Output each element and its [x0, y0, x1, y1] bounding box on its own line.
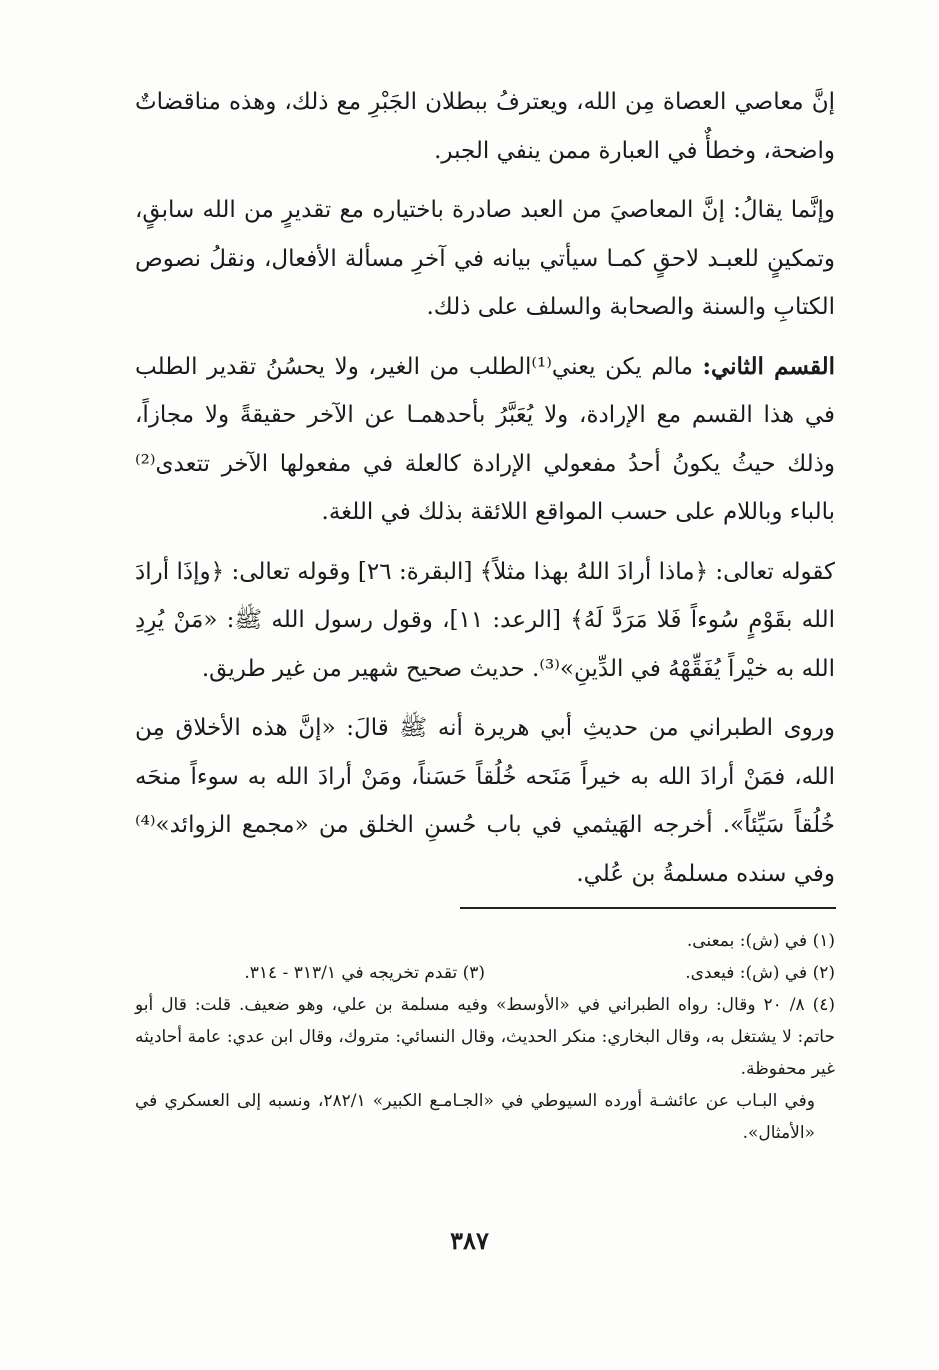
paragraph-text: وإنَّما يقالُ: إنَّ المعاصيَ من العبد صادرة باختياره مع تقديرٍ من الله سابقٍ، وتمكينٍ للعبـد لاحقٍ كمـا سيأتي بيانه في آخرِ مسألة الأفعال، ونقلُ نصوص الكتابِ والسنة والصحابة والسلف على ذلك. [135, 197, 835, 320]
paragraph-text: وروى الطبراني من حديثِ أبي هريرة أنه ﷺ قالَ: «إنَّ هذه الأخلاق مِن الله، فمَنْ أرادَ الله به خيراً مَنَحه خُلُقاً حَسَناً، ومَنْ أرادَ الله به سوءاً منحَه خُلُقاً سَيِّئاً». أخرجه الهَيثمي في باب حُسنِ الخلق من «مجمع الزوائد»⁽⁴⁾ وفي سنده مسلمةُ بن عُلي. [135, 715, 835, 887]
paragraph-text: إنَّ معاصي العصاة مِن الله، ويعترفُ ببطلان الجَبْرِ مع ذلك، وهذه مناقضاتٌ واضحة، وخطأٌ في العبارة ممن ينفي الجبر. [135, 89, 835, 164]
section-heading-second-part: القسم الثاني: [702, 352, 835, 380]
footnote-4: (٤) ٨/ ٢٠ وقال: رواه الطبراني في «الأوسط» وفيه مسلمة بن علي، وهو ضعيف. قلت: قال أبو حاتم: لا يشتغل به، وقال البخاري: منكر الحديث، وقال النسائي: متروك، وقال ابن عدي: عامة أحاديثه غير محفوظة. [135, 995, 835, 1079]
footnote-4-continuation: وفي البـاب عن عائشـة أورده السيوطي في «الجـامـع الكبير» ٢٨٢/١، ونسبه إلى العسكري في «الأمثال». [135, 1091, 815, 1143]
footnote-3: (٣) تقدم تخريجه في ٣١٣/١ - ٣١٤. [244, 963, 485, 983]
footnotes [135, 925, 835, 1149]
paragraph-1 [135, 78, 835, 175]
footnote-2: (٢) في (ش): فيعدى. [685, 963, 835, 983]
page-number: ٣٨٧ [450, 1226, 489, 1255]
footnote-1: (١) في (ش): بمعنى. [686, 931, 835, 951]
footnote-row [135, 957, 835, 989]
paragraph-text: مالم يكن يعني⁽¹⁾الطلب من الغير، ولا يحسُنُ تقدير الطلب في هذا القسم مع الإرادة، ولا يُعَبَّرُ بأحدهمـا عن الآخر حقيقةً ولا مجازاً، وذلك حيثُ يكونُ أحدُ مفعولي الإرادة كالعلة في مفعولها الآخر تتعدى⁽²⁾ بالباء وباللام على حسب المواقع اللائقة بذلك في اللغة. [135, 353, 835, 525]
paragraph-5 [135, 704, 835, 898]
paragraph-text: كقوله تعالى: ﴿ماذا أرادَ اللهُ بهذا مثلاً﴾ [البقرة: ٢٦] وقوله تعالى: ﴿وإذَا أرادَ الله بقَوْمٍ سُوءاً فَلا مَرَدَّ لَهُ﴾ [الرعد: ١١]، وقول رسول الله ﷺ: «مَنْ يُرِدِ الله به خيْراً يُفَقِّهْهُ في الدِّينِ»⁽³⁾. حديث صحيح شهير من غير طريق. [135, 558, 835, 682]
main-text [135, 78, 835, 909]
paragraph-2 [135, 186, 835, 332]
footnote-separator [460, 907, 836, 909]
paragraph-3 [135, 343, 835, 537]
paragraph-4 [135, 548, 835, 694]
